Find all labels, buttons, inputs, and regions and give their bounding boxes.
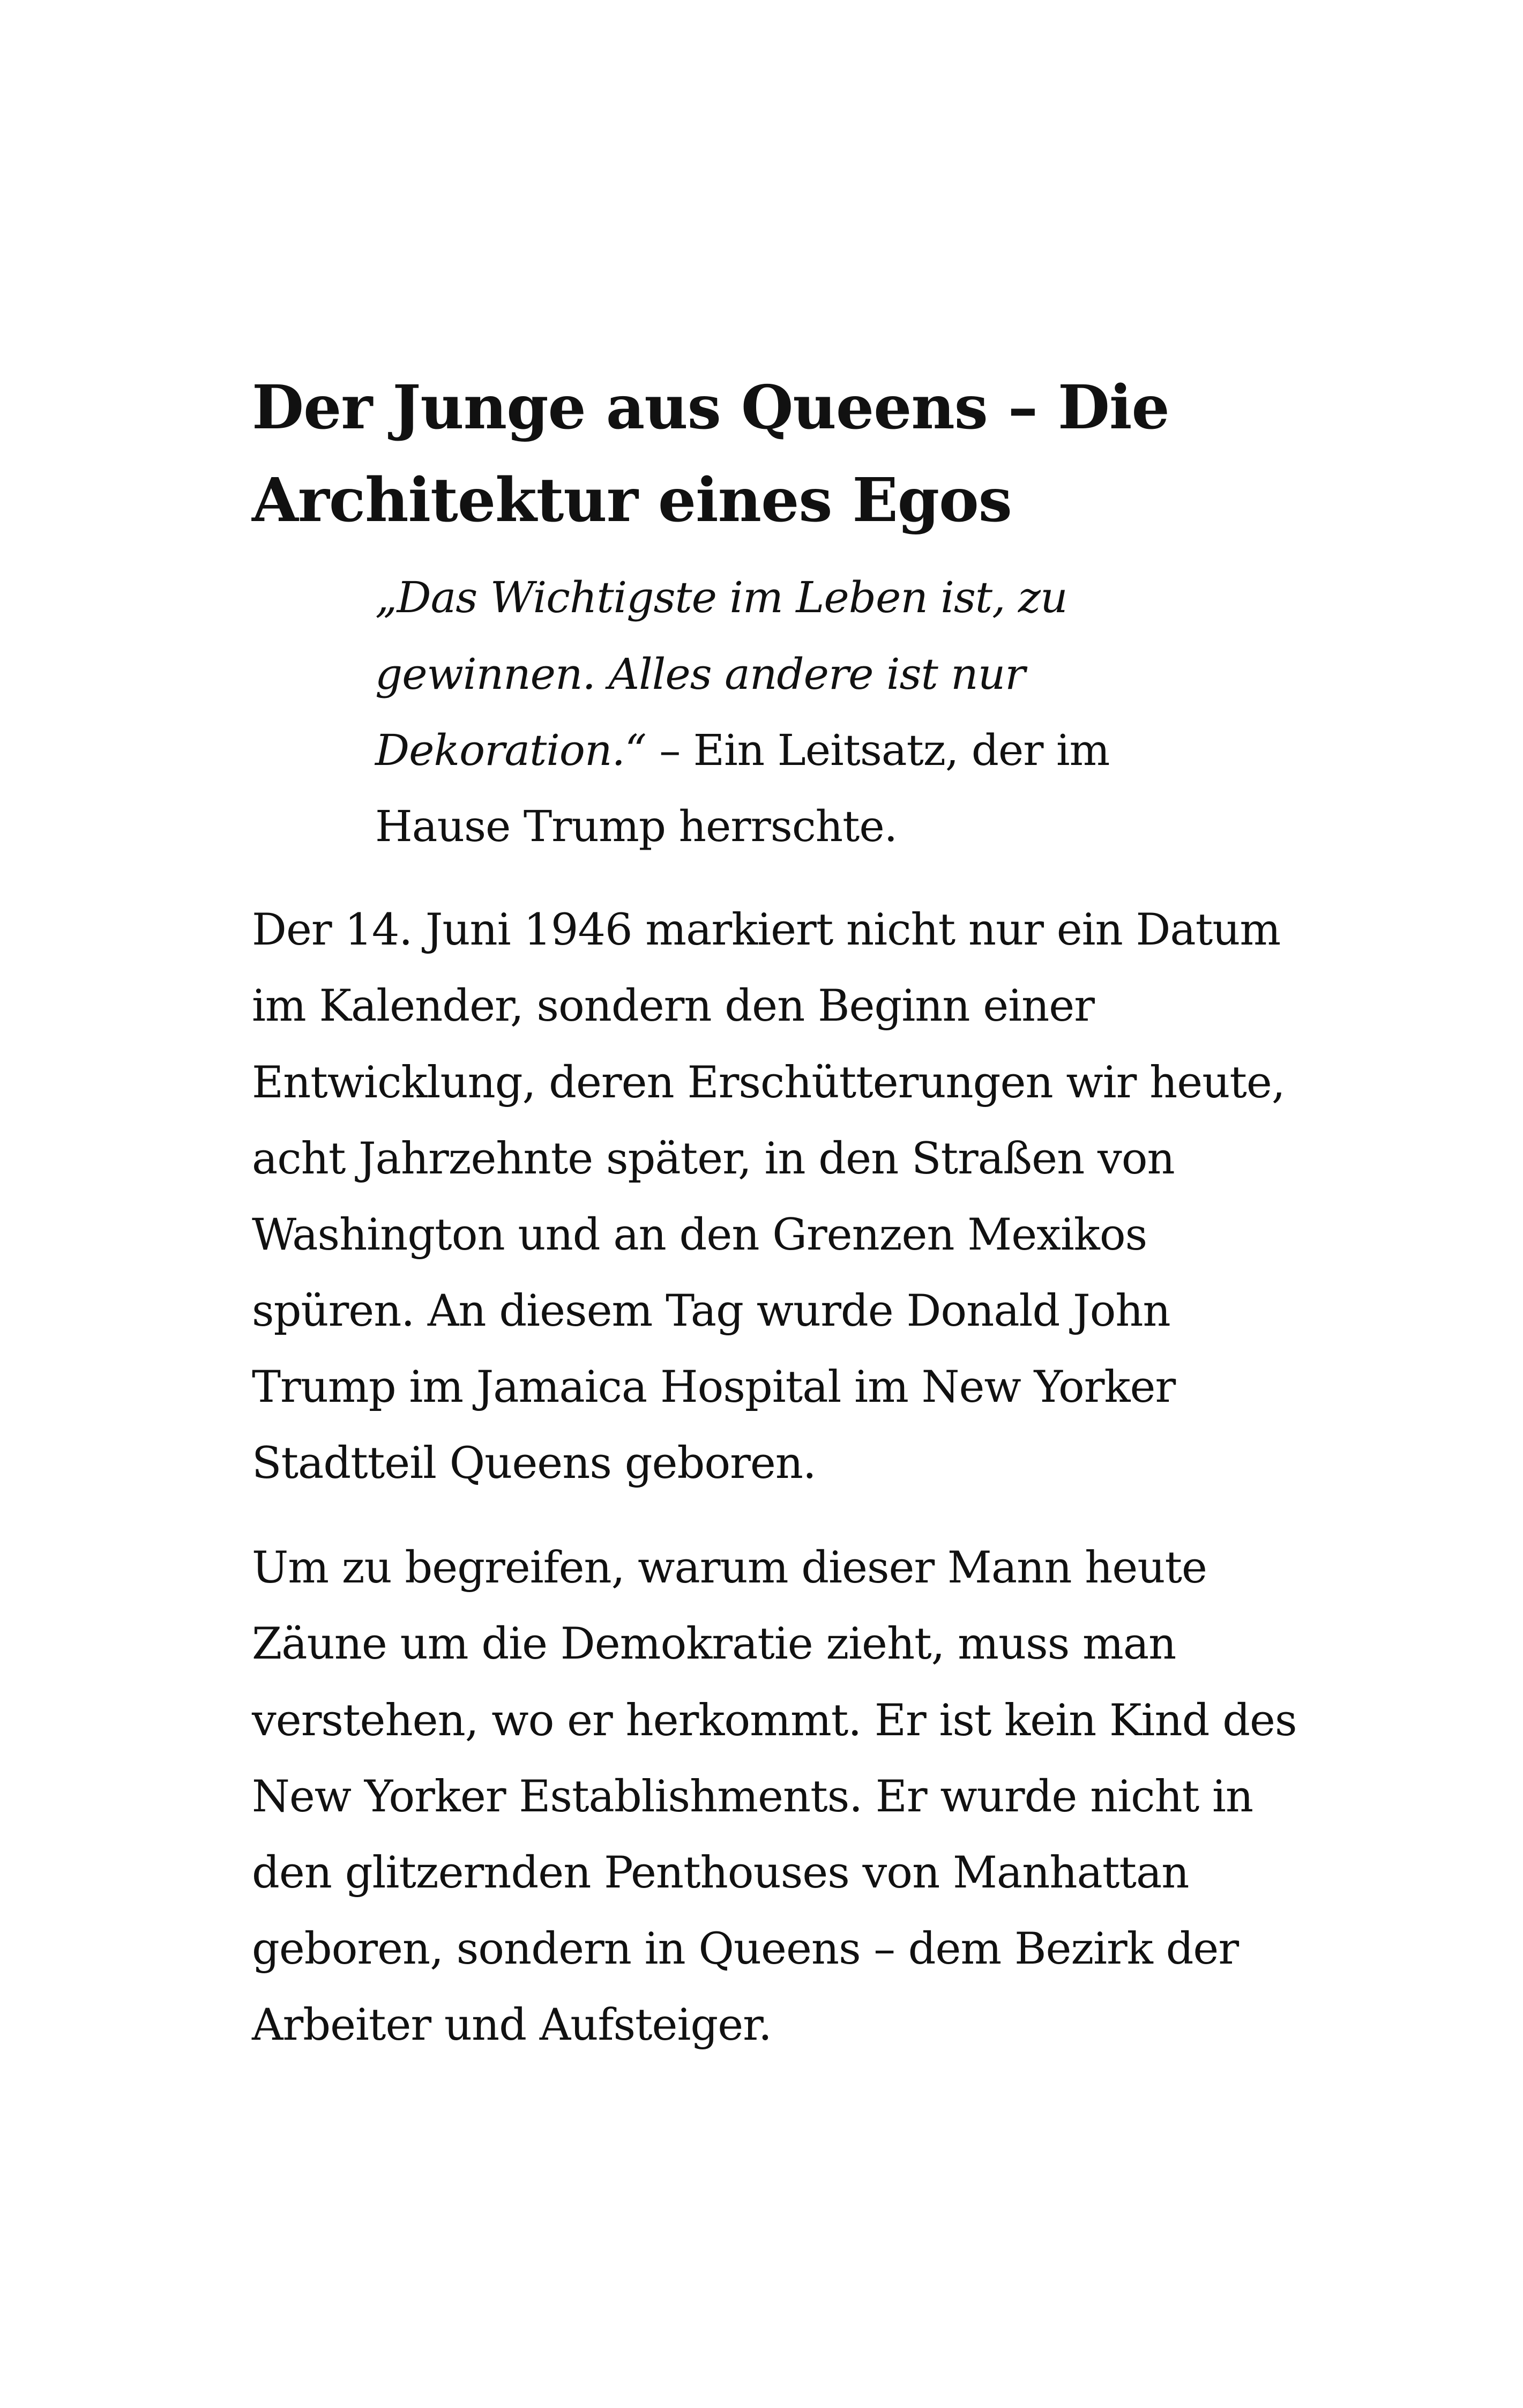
- epigraph-line-4: [375, 801, 898, 851]
- epigraph-attribution-text: – Ein Leitsatz, der im: [646, 725, 1110, 775]
- paragraph-line: acht Jahrzehnte später, in den Straßen von: [252, 1134, 1175, 1184]
- paragraph-line: den glitzernden Penthouses von Manhattan: [252, 1848, 1189, 1898]
- epigraph-quote-text: „Das Wichtigste im Leben ist, zu: [375, 573, 1067, 622]
- paragraph-line: Stadtteil Queens geboren.: [252, 1438, 816, 1489]
- epigraph-attribution-text: Hause Trump herrschte.: [375, 801, 898, 851]
- paragraph-line: geboren, sondern in Queens – dem Bezirk der: [252, 1924, 1239, 1974]
- paragraph-line: Um zu begreifen, warum dieser Mann heute: [252, 1543, 1207, 1593]
- paragraph-line: Der 14. Juni 1946 markiert nicht nur ein Datum: [252, 905, 1281, 955]
- epigraph-quote-text: Dekoration.“: [375, 725, 646, 775]
- paragraph-line: im Kalender, sondern den Beginn einer: [252, 981, 1094, 1031]
- paragraph-line: Zäune um die Demokratie zieht, muss man: [252, 1619, 1176, 1669]
- epigraph-quote-text: gewinnen. Alles andere ist nur: [375, 649, 1025, 699]
- epigraph-line-3: [375, 725, 1110, 775]
- paragraph-line: Arbeiter und Aufsteiger.: [252, 2000, 772, 2050]
- epigraph-line-1: [375, 573, 1067, 622]
- paragraph-line: Washington und an den Grenzen Mexikos: [252, 1210, 1147, 1260]
- epigraph-line-2: [375, 649, 1025, 699]
- paragraph-line: Entwicklung, deren Erschütterungen wir heute,: [252, 1058, 1285, 1108]
- paragraph-line: verstehen, wo er herkommt. Er ist kein Kind des: [252, 1696, 1297, 1746]
- chapter-title-line-2: Architektur eines Egos: [252, 465, 1012, 536]
- chapter-title-line-1: Der Junge aus Queens – Die: [252, 373, 1169, 443]
- paragraph-line: New Yorker Establishments. Er wurde nicht in: [252, 1772, 1253, 1822]
- paragraph-line: Trump im Jamaica Hospital im New Yorker: [252, 1362, 1176, 1413]
- paragraph-line: spüren. An diesem Tag wurde Donald John: [252, 1286, 1170, 1336]
